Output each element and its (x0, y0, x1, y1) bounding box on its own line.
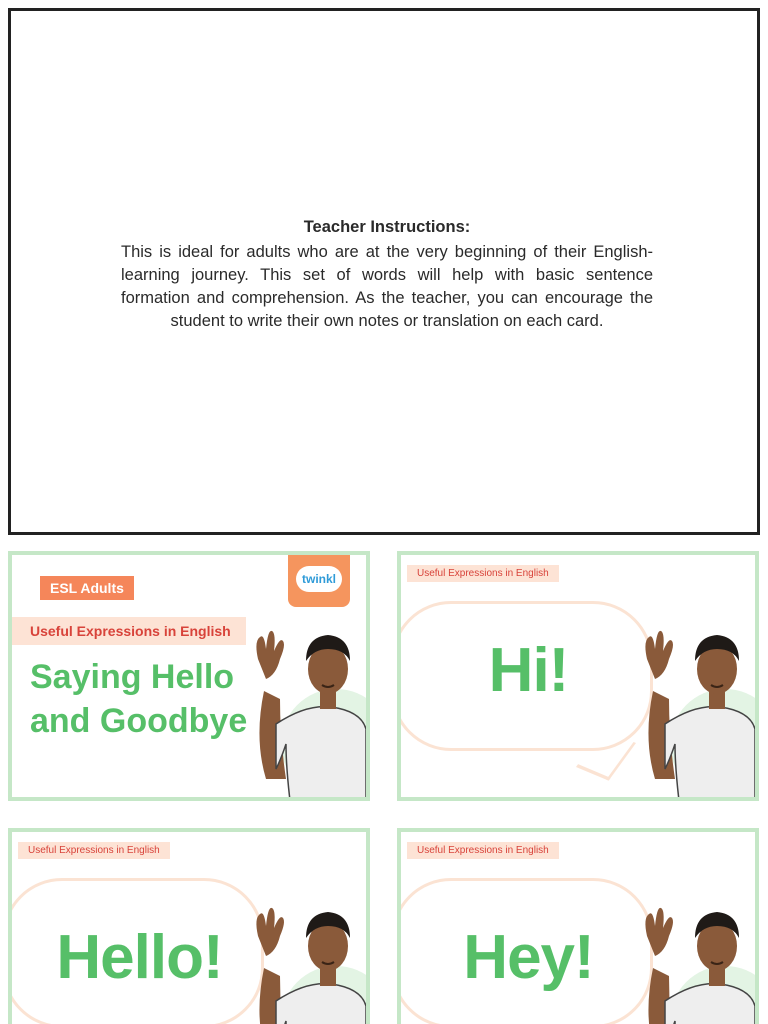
main-title (30, 655, 260, 743)
waving-man-illustration (625, 896, 755, 1024)
greeting-card-hey (397, 828, 759, 1024)
waving-man-illustration (625, 619, 755, 801)
teacher-instructions-panel (8, 8, 760, 535)
twinkl-logo: twinkl (296, 566, 342, 592)
instructions-body: This is ideal for adults who are at the very beginning of their English-learning journey. This set of words will help with basic sentence formation and comprehension. As the teacher, you can encourage the student to write their own notes or translation on each card. (121, 243, 653, 330)
instructions-text-block (121, 216, 653, 333)
greeting-card-hello (8, 828, 370, 1024)
greeting-text: Hi! (488, 636, 569, 705)
esl-adults-badge: ESL Adults (40, 576, 134, 600)
subtitle-bar: Useful Expressions in English (12, 617, 246, 645)
card-tag: Useful Expressions in English (18, 842, 170, 859)
card-tag: Useful Expressions in English (407, 565, 559, 582)
twinkl-logo-tab (288, 551, 350, 607)
main-title-line2: and Goodbye (30, 702, 248, 740)
card-tag: Useful Expressions in English (407, 842, 559, 859)
waving-man-illustration (236, 896, 366, 1024)
waving-man-illustration (236, 619, 366, 801)
title-card (8, 551, 370, 801)
greeting-text: Hello! (56, 923, 223, 992)
greeting-card-hi (397, 551, 759, 801)
instructions-heading: Teacher Instructions: (303, 218, 471, 236)
greeting-text: Hey! (463, 923, 594, 992)
main-title-line1: Saying Hello (30, 658, 235, 696)
